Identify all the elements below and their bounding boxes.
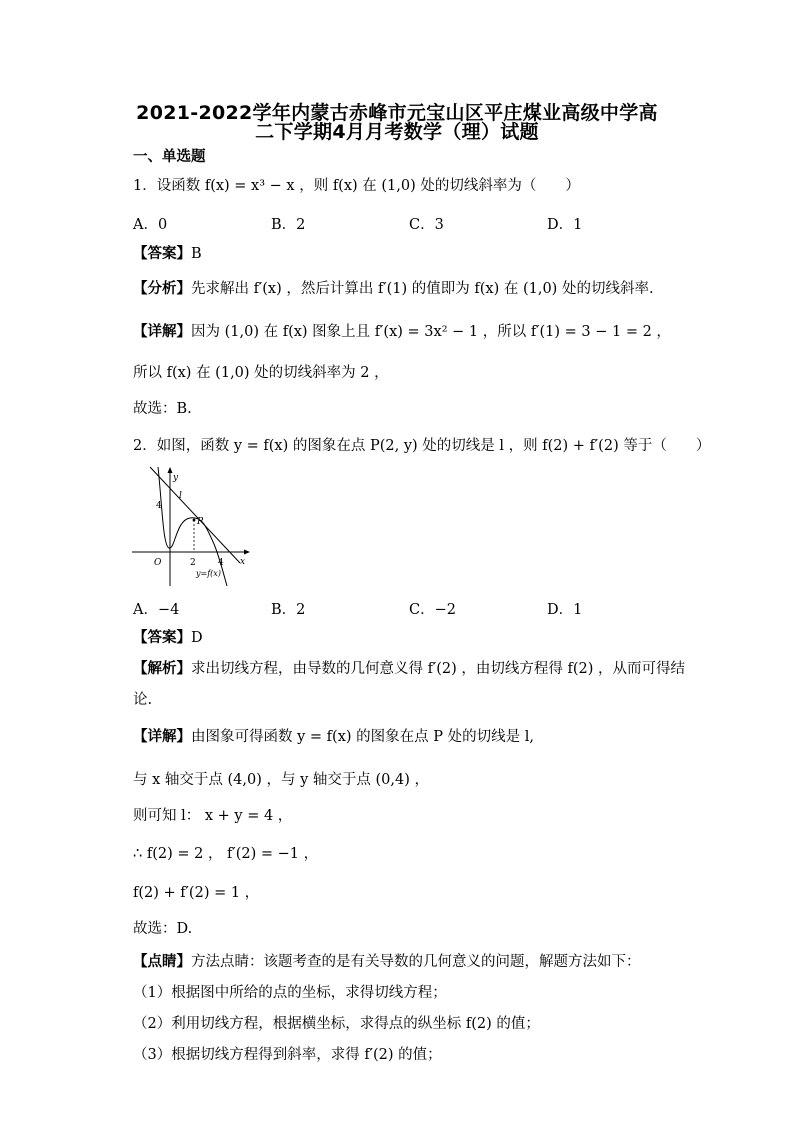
q1-analysis-text: 先求解出 f′(x) ，然后计算出 f′(1) 的值即为 f(x) 在 (1,0) 处的切线斜率. xyxy=(191,281,654,297)
q2-analysis xyxy=(133,660,685,678)
q2-choose: 故选：D. xyxy=(133,921,193,937)
q2-option-d: D．1 xyxy=(547,602,583,618)
q2-detail-4: ∴ f(2) = 2 ， f′(2) = −1 ， xyxy=(133,846,319,862)
q1-option-d: D．1 xyxy=(547,217,583,233)
q1-analysis-tag: 【分析】 xyxy=(133,281,191,297)
q2-tip-text: 方法点睛：该题考查的是有关导数的几何意义的问题，解题方法如下： xyxy=(191,954,641,970)
x-axis-arrow-icon xyxy=(244,550,250,555)
exam-title-line-1: 2021-2022学年内蒙古赤峰市元宝山区平庄煤业高级中学高 xyxy=(136,102,658,124)
q1-analysis xyxy=(133,280,654,298)
exam-title-line-2: 二下学期4月月考数学（理）试题 xyxy=(255,121,539,143)
label-point-p: P xyxy=(197,517,204,527)
q2-function-graph xyxy=(128,464,258,590)
q1-option-c: C．3 xyxy=(409,217,444,233)
q2-answer xyxy=(133,629,203,647)
q2-detail-2: 与 x 轴交于点 (4,0) ，与 y 轴交于点 (0,4) ， xyxy=(133,772,429,788)
label-y-axis: y xyxy=(173,473,179,483)
q2-answer-tag: 【答案】 xyxy=(133,630,191,646)
tick-label-x-4: 4 xyxy=(218,558,224,568)
q1-answer xyxy=(133,245,202,263)
q2-answer-value: D xyxy=(191,630,203,646)
q2-tip-step-3: （3）根据切线方程得到斜率，求得 f′(2) 的值； xyxy=(133,1047,442,1063)
q1-detail-tag: 【详解】 xyxy=(133,324,191,340)
q2-option-b: B．2 xyxy=(271,602,306,618)
q1-answer-tag: 【答案】 xyxy=(133,246,191,262)
section-heading: 一、单选题 xyxy=(133,149,206,165)
q1-option-a: A．0 xyxy=(133,217,168,233)
tick-label-y-4: 4 xyxy=(156,501,162,511)
label-origin: O xyxy=(154,558,162,568)
q2-detail xyxy=(133,728,534,746)
q2-tip-tag: 【点睛】 xyxy=(133,954,191,970)
q2-analysis-2: 论. xyxy=(133,692,153,708)
q1-detail xyxy=(133,323,671,341)
point-p-marker xyxy=(193,519,196,522)
q2-analysis-tag: 【解析】 xyxy=(133,661,191,677)
q2-tip-step-1: （1）根据图中所给的点的坐标，求得切线方程； xyxy=(133,985,447,1001)
q2-tip-step-2: （2）利用切线方程，根据横坐标，求得点的纵坐标 f(2) 的值； xyxy=(133,1016,540,1032)
q2-option-a: A．−4 xyxy=(133,602,180,618)
q2-detail-text: 由图象可得函数 y = f(x) 的图象在点 P 处的切线是 l, xyxy=(191,729,534,745)
q1-detail-2: 所以 f(x) 在 (1,0) 处的切线斜率为 2 ， xyxy=(133,365,389,381)
tick-label-x-2: 2 xyxy=(190,558,196,568)
q2-option-c: C．−2 xyxy=(409,602,456,618)
label-line-l: l xyxy=(179,491,182,501)
q1-choose: 故选：B. xyxy=(133,401,192,417)
q2-analysis-text: 求出切线方程，由导数的几何意义得 f′(2) ，由切线方程得 f(2) ，从而可得结 xyxy=(191,661,686,677)
label-curve: y=f(x) xyxy=(196,569,221,578)
q1-stem: 1．设函数 f(x) = x³ − x ，则 f(x) 在 (1,0) 处的切线斜率为（ ） xyxy=(133,178,580,194)
q1-option-b: B．2 xyxy=(271,217,306,233)
y-axis-arrow-icon xyxy=(168,467,173,473)
q2-stem: 2．如图，函数 y = f(x) 的图象在点 P(2, y) 处的切线是 l ，则 f(2) + f′(2) 等于（ ） xyxy=(133,438,711,454)
tangent-line-l xyxy=(150,467,240,563)
q2-detail-3: 则可知 l： x + y = 4 ， xyxy=(133,808,293,824)
q2-detail-tag: 【详解】 xyxy=(133,729,191,745)
q1-answer-value: B xyxy=(191,246,202,262)
label-x-axis: x xyxy=(240,557,246,567)
q1-detail-text: 因为 (1,0) 在 f(x) 图象上且 f′(x) = 3x² − 1 ，所以 f′(1) = 3 − 1 = 2 ， xyxy=(191,324,671,340)
q2-detail-5: f(2) + f′(2) = 1 ， xyxy=(133,885,260,901)
q2-tip xyxy=(133,953,641,971)
